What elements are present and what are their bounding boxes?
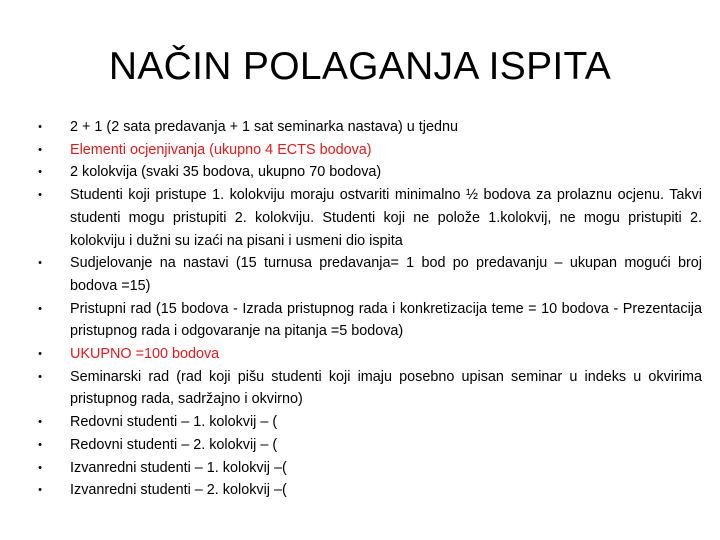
bullet-item <box>34 366 702 411</box>
bullet-text: Seminarski rad (rad koji pišu studenti koji imaju posebno upisan seminar u indeks u okvirima pristupnog rada, sadržajno i okvirno) <box>70 368 702 408</box>
bullet-text: Sudjelovanje na nastavi (15 turnusa predavanja= 1 bod po predavanju – ukupan mogući broj bodova =15) <box>70 255 702 294</box>
bullet-item <box>34 411 702 434</box>
bullet-text: 2 kolokvija (svaki 35 bodova, ukupno 70 bodova) <box>70 164 382 181</box>
bullet-text: UKUPNO =100 bodova <box>70 346 220 363</box>
bullet-text: Pristupni rad (15 bodova - Izrada pristupnog rada i konkretizacija teme = 10 bodova - Prezentacija pristupnog rada i odgovaranje na pitanja =5 bodova) <box>70 300 702 340</box>
bullet-item <box>34 298 702 343</box>
bullet-dot-icon: • <box>38 438 42 451</box>
bullet-list <box>34 116 702 502</box>
slide-title: NAČIN POLAGANJA ISPITA <box>108 45 612 88</box>
bullet-item <box>34 139 702 162</box>
bullet-item <box>34 457 702 480</box>
bullet-text: Studenti koji pristupe 1. kolokviju moraju ostvariti minimalno ½ bodova za prolaznu ocjenu. Takvi studenti mogu pristupiti 2. kolokviju. Studenti koji ne polože 1.kolokvij, ne mogu pristupiti 2. kolokviju i dužni su izaći na pisani i usmeni dio ispita <box>70 187 702 249</box>
bullet-dot-icon: • <box>38 416 42 429</box>
bullet-item <box>34 184 702 252</box>
bullet-dot-icon: • <box>38 484 42 497</box>
bullet-dot-icon: • <box>38 257 42 270</box>
bullet-dot-icon: • <box>38 302 42 315</box>
bullet-dot-icon: • <box>38 166 42 179</box>
bullet-text: 2 + 1 (2 sata predavanja + 1 sat seminarka nastava) u tjednu <box>70 119 458 135</box>
bullet-item <box>34 116 702 139</box>
bullet-text: Izvanredni studenti – 1. kolokvij –( <box>70 459 287 476</box>
bullet-text: Izvanredni studenti – 2. kolokvij –( <box>70 482 287 499</box>
bullet-item <box>34 343 702 366</box>
bullet-text: Redovni studenti – 1. kolokvij – ( <box>70 414 278 431</box>
bullet-dot-icon: • <box>38 189 42 202</box>
bullet-dot-icon: • <box>38 121 42 133</box>
bullet-text: Redovni studenti – 2. kolokvij – ( <box>70 436 278 453</box>
bullet-text: Elementi ocjenjivanja (ukupno 4 ECTS bodova) <box>70 141 372 158</box>
bullet-item <box>34 252 702 297</box>
bullet-item <box>34 161 702 184</box>
bullet-dot-icon: • <box>38 461 42 474</box>
bullet-item <box>34 479 702 502</box>
bullet-item <box>34 434 702 457</box>
bullet-dot-icon: • <box>38 370 42 383</box>
bullet-dot-icon: • <box>38 143 42 156</box>
bullet-dot-icon: • <box>38 348 42 361</box>
